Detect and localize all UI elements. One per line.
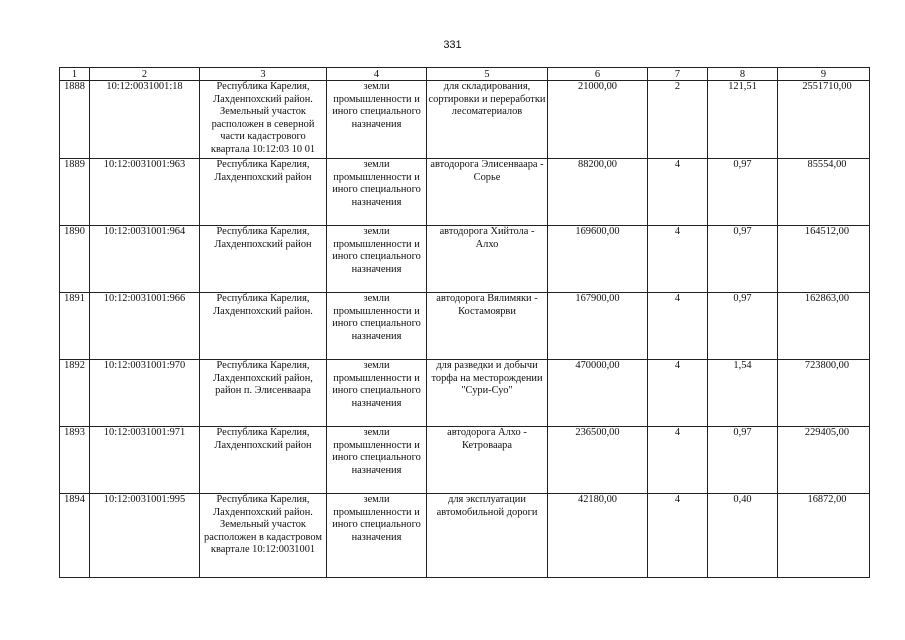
permitted-use-cell: для эксплуатации автомобильной дороги <box>427 494 548 578</box>
row-number-cell: 1890 <box>60 226 90 293</box>
land-category-cell: земли промышленности и иного специального назначения <box>327 494 427 578</box>
permitted-use-cell: автодорога Вялимяки - Костамоярви <box>427 293 548 360</box>
location-cell: Республика Карелия, Лахденпохский район, район п. Элисенваара <box>200 360 327 427</box>
table-row <box>60 226 870 293</box>
group-cell: 4 <box>648 159 708 226</box>
column-header: 7 <box>648 68 708 81</box>
row-number-cell: 1891 <box>60 293 90 360</box>
rate-cell: 0,40 <box>708 494 778 578</box>
table-header-row <box>60 68 870 81</box>
page-number: 331 <box>443 39 462 51</box>
column-header: 1 <box>60 68 90 81</box>
rate-cell: 0,97 <box>708 293 778 360</box>
table-row <box>60 293 870 360</box>
area-cell: 42180,00 <box>548 494 648 578</box>
permitted-use-cell: автодорога Элисенваара - Сорье <box>427 159 548 226</box>
row-number-cell: 1894 <box>60 494 90 578</box>
row-number-cell: 1893 <box>60 427 90 494</box>
land-category-cell: земли промышленности и иного специального назначения <box>327 159 427 226</box>
area-cell: 169600,00 <box>548 226 648 293</box>
group-cell: 4 <box>648 494 708 578</box>
column-header: 6 <box>548 68 648 81</box>
rate-cell: 121,51 <box>708 81 778 159</box>
location-cell: Республика Карелия, Лахденпохский район. Земельный участок расположен в кадастровом квартале 10:12:0031001 <box>200 494 327 578</box>
land-category-cell: земли промышленности и иного специального назначения <box>327 226 427 293</box>
group-cell: 4 <box>648 360 708 427</box>
location-cell: Республика Карелия, Лахденпохский район <box>200 159 327 226</box>
land-category-cell: земли промышленности и иного специального назначения <box>327 360 427 427</box>
cadastral-number-cell: 10:12:0031001:963 <box>90 159 200 226</box>
value-cell: 164512,00 <box>778 226 870 293</box>
cadastral-number-cell: 10:12:0031001:971 <box>90 427 200 494</box>
column-header: 4 <box>327 68 427 81</box>
group-cell: 4 <box>648 293 708 360</box>
land-category-cell: земли промышленности и иного специального назначения <box>327 293 427 360</box>
column-header: 8 <box>708 68 778 81</box>
land-category-cell: земли промышленности и иного специального назначения <box>327 81 427 159</box>
land-plot-table <box>59 67 870 578</box>
table-row <box>60 427 870 494</box>
cadastral-number-cell: 10:12:0031001:18 <box>90 81 200 159</box>
row-number-cell: 1889 <box>60 159 90 226</box>
group-cell: 4 <box>648 427 708 494</box>
column-header: 9 <box>778 68 870 81</box>
value-cell: 723800,00 <box>778 360 870 427</box>
column-header: 2 <box>90 68 200 81</box>
table-row <box>60 81 870 159</box>
cadastral-number-cell: 10:12:0031001:964 <box>90 226 200 293</box>
column-header: 3 <box>200 68 327 81</box>
permitted-use-cell: автодорога Алхо - Кетроваара <box>427 427 548 494</box>
value-cell: 16872,00 <box>778 494 870 578</box>
value-cell: 2551710,00 <box>778 81 870 159</box>
permitted-use-cell: для складирования, сортировки и переработки лесоматериалов <box>427 81 548 159</box>
group-cell: 2 <box>648 81 708 159</box>
permitted-use-cell: для разведки и добычи торфа на месторождении "Сури-Суо" <box>427 360 548 427</box>
table-row <box>60 159 870 226</box>
table-row <box>60 494 870 578</box>
row-number-cell: 1888 <box>60 81 90 159</box>
value-cell: 229405,00 <box>778 427 870 494</box>
area-cell: 167900,00 <box>548 293 648 360</box>
permitted-use-cell: автодорога Хийтола - Алхо <box>427 226 548 293</box>
cadastral-number-cell: 10:12:0031001:966 <box>90 293 200 360</box>
value-cell: 162863,00 <box>778 293 870 360</box>
area-cell: 470000,00 <box>548 360 648 427</box>
location-cell: Республика Карелия, Лахденпохский район. Земельный участок расположен в северной части кадастрового квартала 10:12:03 10 01 <box>200 81 327 159</box>
area-cell: 21000,00 <box>548 81 648 159</box>
value-cell: 85554,00 <box>778 159 870 226</box>
cadastral-number-cell: 10:12:0031001:995 <box>90 494 200 578</box>
area-cell: 236500,00 <box>548 427 648 494</box>
rate-cell: 0,97 <box>708 226 778 293</box>
area-cell: 88200,00 <box>548 159 648 226</box>
rate-cell: 0,97 <box>708 427 778 494</box>
group-cell: 4 <box>648 226 708 293</box>
cadastral-number-cell: 10:12:0031001:970 <box>90 360 200 427</box>
row-number-cell: 1892 <box>60 360 90 427</box>
column-header: 5 <box>427 68 548 81</box>
location-cell: Республика Карелия, Лахденпохский район <box>200 427 327 494</box>
land-category-cell: земли промышленности и иного специального назначения <box>327 427 427 494</box>
location-cell: Республика Карелия, Лахденпохский район <box>200 226 327 293</box>
location-cell: Республика Карелия, Лахденпохский район. <box>200 293 327 360</box>
rate-cell: 1,54 <box>708 360 778 427</box>
rate-cell: 0,97 <box>708 159 778 226</box>
table-row <box>60 360 870 427</box>
